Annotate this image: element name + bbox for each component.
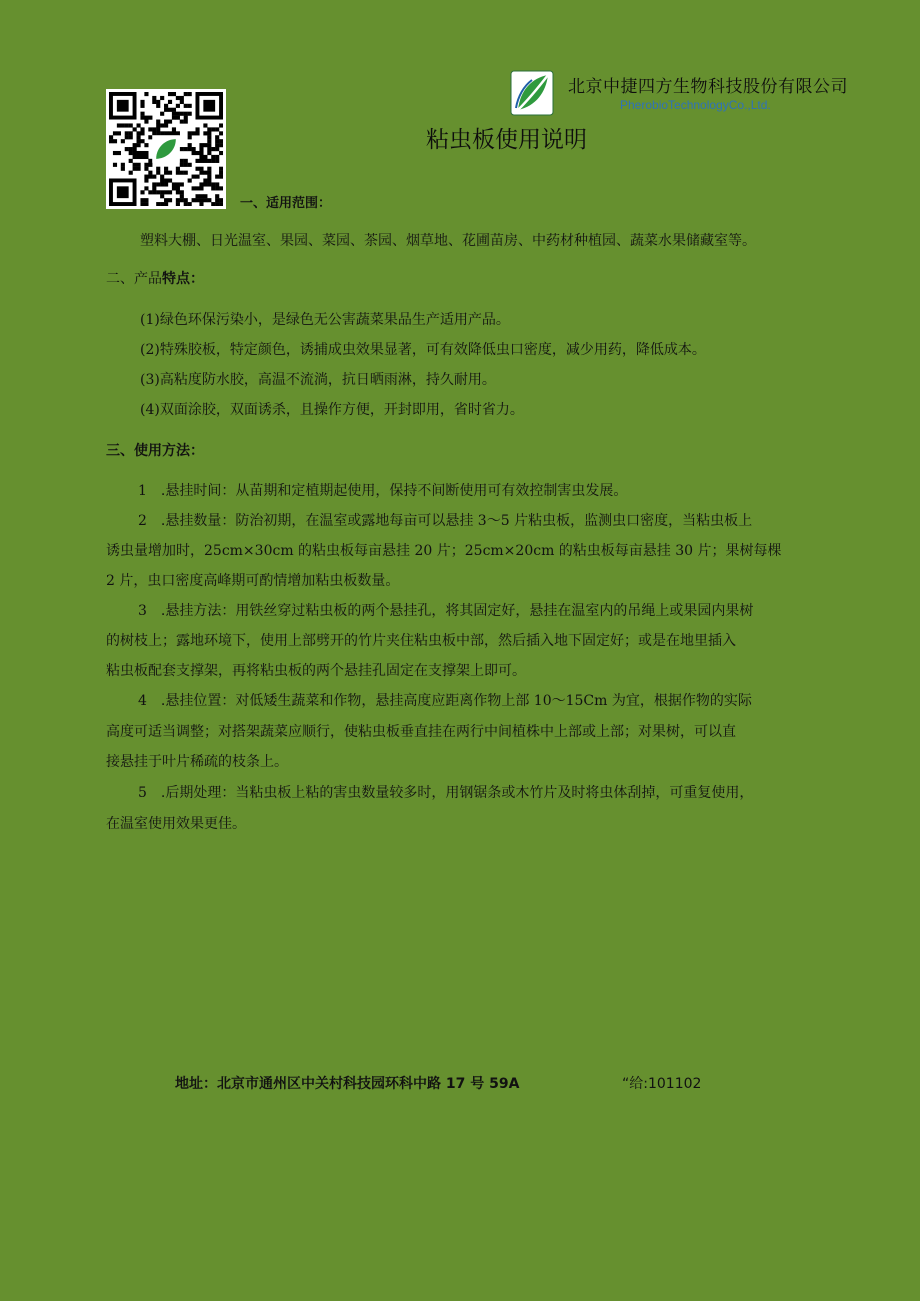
usage-line: 5 .后期处理：当粘虫板上粘的害虫数量较多时，用钢锯条或木竹片及时将虫体刮掉，可重复使用， [138,785,754,801]
footer-postcode: “给:101102 [622,1076,702,1092]
qr-code [106,89,226,209]
section1-text: 塑料大棚、日光温室、果园、菜园、茶园、烟草地、花圃苗房、中药材种植园、蔬菜水果储藏室等。 [140,233,756,249]
section2-heading-bold: 特点： [162,271,204,287]
section3-heading: 三、使用方法： [106,443,204,459]
usage-line: 诱虫量增加时，25cm×30cm 的粘虫板每亩悬挂 20 片；25cm×20cm 的粘虫板每亩悬挂 30 片；果树每棵 [106,543,782,559]
usage-line: 1 .悬挂时间：从苗期和定植期起使用，保持不间断使用可有效控制害虫发展。 [138,483,628,499]
feature-item: (2)特殊胶板，特定颜色，诱捕成虫效果显著，可有效降低虫口密度，减少用药，降低成本。 [140,342,706,358]
company-name-en: PherobioTechnologyCo.,Ltd. [620,98,771,112]
feature-item: (1)绿色环保污染小，是绿色无公害蔬菜果品生产适用产品。 [140,312,510,328]
company-name-cn: 北京中捷四方生物科技股份有限公司 [568,77,848,97]
usage-line: 4 .悬挂位置：对低矮生蔬菜和作物，悬挂高度应距离作物上部 10～15Cm 为宜，根据作物的实际 [138,693,752,709]
usage-line: 粘虫板配套支撑架，再将粘虫板的两个悬挂孔固定在支撑架上即可。 [106,663,526,679]
leaf-logo-icon [510,70,554,116]
company-logo [510,70,554,116]
usage-line: 接悬挂于叶片稀疏的枝条上。 [106,754,288,770]
usage-line: 高度可适当调整；对搭架蔬菜应顺行，使粘虫板垂直挂在两行中间植株中上部或上部；对果树，可以直 [106,724,736,740]
section1-heading: 一、适用范围： [240,196,332,211]
usage-line: 3 .悬挂方法：用铁丝穿过粘虫板的两个悬挂孔，将其固定好，悬挂在温室内的吊绳上或果园内果树 [138,603,754,619]
usage-line: 的树枝上；露地环境下，使用上部劈开的竹片夹住粘虫板中部，然后插入地下固定好；或是在地里插入 [106,633,736,649]
qr-code-icon [109,92,223,206]
usage-line: 2 片，虫口密度高峰期可酌情增加粘虫板数量。 [106,573,400,589]
section2-heading-prefix: 二、产品 [106,271,162,287]
usage-line: 在温室使用效果更佳。 [106,816,246,832]
section2-heading [106,268,204,288]
feature-item: (3)高粘度防水胶，高温不流淌，抗日晒雨淋，持久耐用。 [140,372,496,388]
footer-address: 地址：北京市通州区中关村科技园环科中路 17 号 59A [175,1076,520,1092]
usage-line: 2 .悬挂数量：防治初期，在温室或露地每亩可以悬挂 3～5 片粘虫板，监测虫口密度，当粘虫板上 [138,513,753,529]
page-title: 粘虫板使用说明 [426,127,587,153]
feature-item: (4)双面涂胶，双面诱杀，且操作方便，开封即用，省时省力。 [140,402,524,418]
